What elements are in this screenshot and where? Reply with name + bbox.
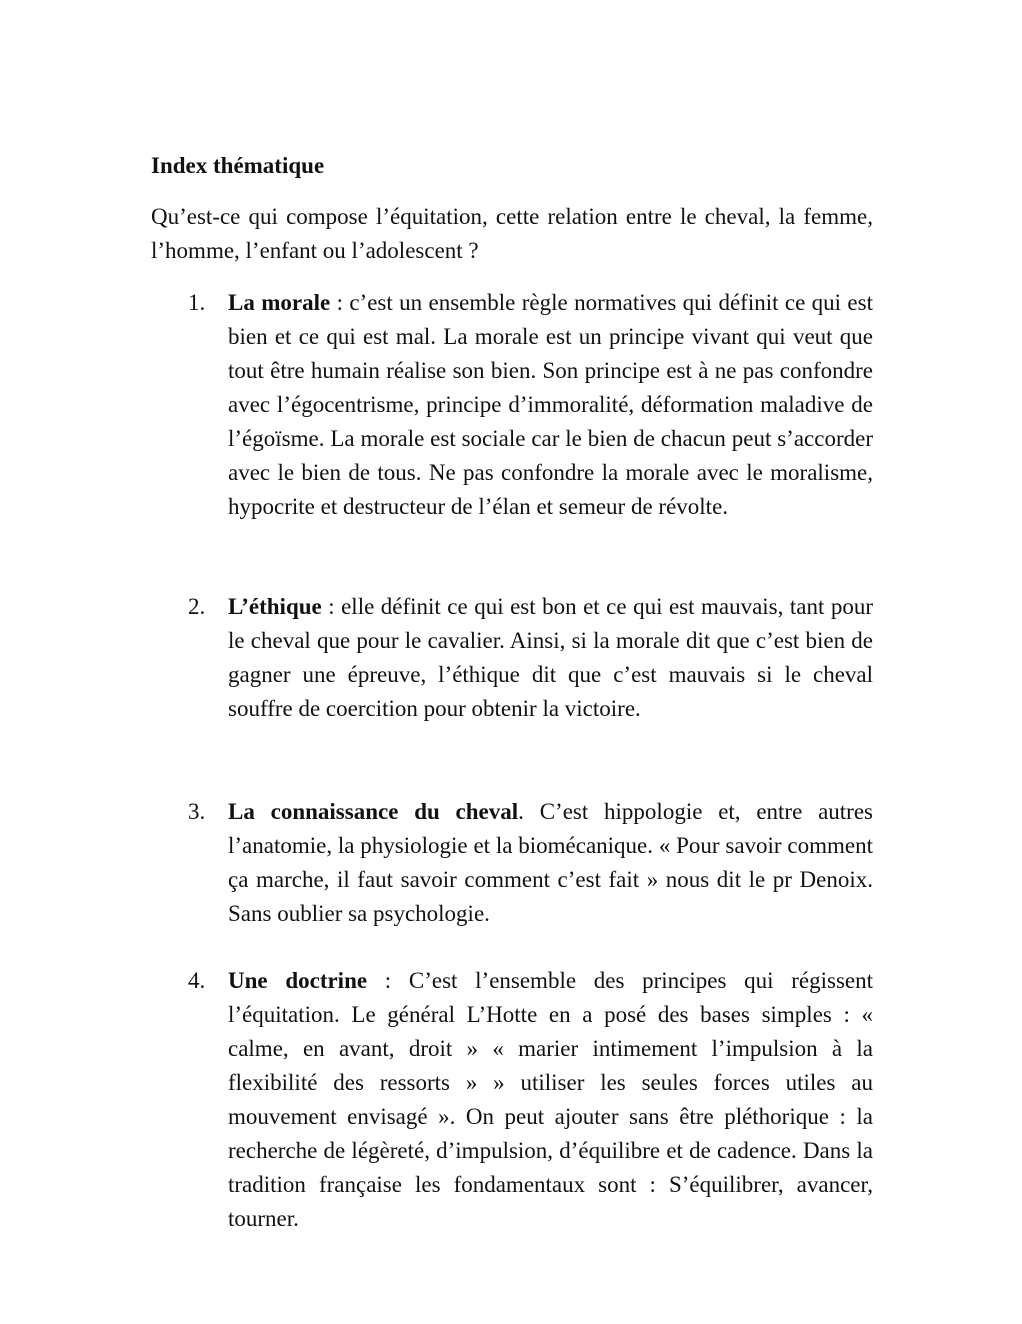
item-term: La morale [228, 290, 331, 315]
list-item-body [228, 795, 873, 931]
list-number: 3. [188, 799, 206, 824]
list-item-body [228, 286, 873, 524]
list-number: 2. [188, 594, 206, 619]
item-text: . C’est hippologie et, entre autres l’anatomie, la physiologie et la biomécanique. « Pour savoir comment ça marche, il faut savoir comment c’est fait » nous dit le pr Denoix. Sans oublier sa psychologie. [228, 799, 873, 926]
intro-paragraph: Qu’est-ce qui compose l’équitation, cette relation entre le cheval, la femme, l’homme, l’enfant ou l’adolescent ? [151, 204, 873, 263]
list-number: 1. [188, 290, 206, 315]
item-text: : elle définit ce qui est bon et ce qui est mauvais, tant pour le cheval que pour le cavalier. Ainsi, si la morale dit que c’est bien de gagner une épreuve, l’éthique dit que c’est mauvais si le cheval souffre de coercition pour obtenir la victoire. [228, 594, 873, 721]
page-title: Index thématique [151, 153, 325, 178]
item-term: La connaissance du cheval [228, 799, 519, 824]
list-number: 4. [188, 968, 206, 993]
item-text: : C’est l’ensemble des principes qui régissent l’équitation. Le général L’Hotte en a posé des bases simples : « calme, en avant, droit » « marier intimement l’impulsion à la flexibilité des ressorts » » utiliser les seules forces utiles au mouvement envisagé ». On peut ajouter sans être pléthorique : la recherche de légèreté, d’impulsion, d’équilibre et de cadence. Dans la tradition française les fondamentaux sont : S’équilibrer, avancer, tourner. [228, 968, 873, 1231]
item-term: Une doctrine [228, 968, 368, 993]
item-text: : c’est un ensemble règle normatives qui définit ce qui est bien et ce qui est mal. La morale est un principe vivant qui veut que tout être humain réalise son bien. Son principe est à ne pas confondre avec l’égocentrisme, principe d’immoralité, déformation maladive de l’égoïsme. La morale est sociale car le bien de chacun peut s’accorder avec le bien de tous. Ne pas confondre la morale avec le moralisme, hypocrite et destructeur de l’élan et semeur de révolte. [228, 290, 873, 519]
list-item-body [228, 964, 873, 1236]
item-term: L’éthique [228, 594, 322, 619]
list-item-body [228, 590, 873, 726]
